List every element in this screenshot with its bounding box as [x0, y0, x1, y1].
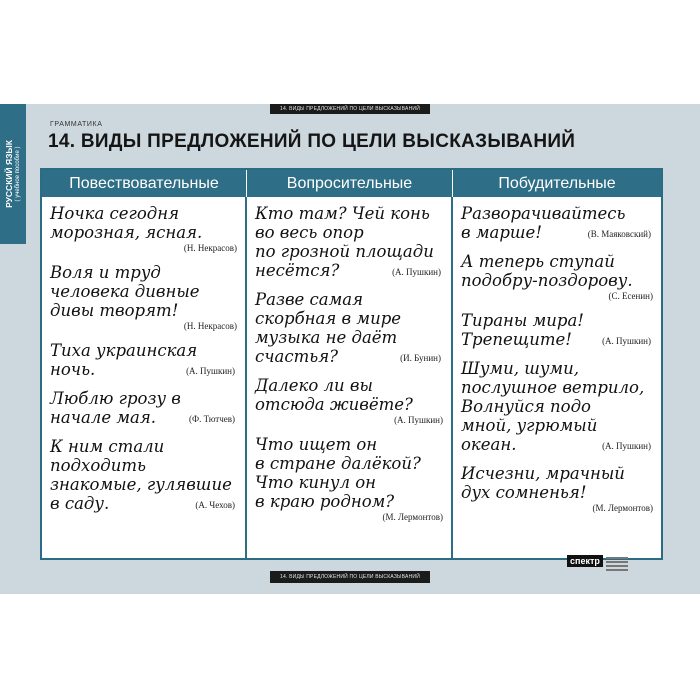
header-declarative: Повествовательные	[42, 170, 247, 197]
quote-author: (И. Бунин)	[400, 353, 441, 363]
quote-text: Что ищет он в стране далёкой? Что кинул он в краю родном?	[255, 435, 421, 511]
quote-text: К ним стали подходить знакомые, гулявшие в саду.	[50, 437, 232, 513]
section-label: ГРАММАТИКА	[50, 121, 103, 128]
quote-text: Тиха украинская ночь.	[50, 341, 198, 379]
quote-text: Далеко ли вы отсюда живёте?	[255, 376, 413, 414]
bottom-strip: 14. ВИДЫ ПРЕДЛОЖЕНИЙ ПО ЦЕЛИ ВЫСКАЗЫВАНИЙ	[270, 571, 430, 583]
side-tab	[0, 104, 26, 244]
quote-text: Ночка сегодня морозная, ясная.	[50, 204, 203, 242]
column-imperative	[453, 197, 661, 558]
quote-author: (М. Лермонтов)	[382, 512, 443, 522]
quote-item	[461, 359, 655, 454]
quote-text: Шуми, шуми, послушное ветрило, Волнуйся подо мной, угрюмый океан.	[461, 359, 645, 454]
quote-text: Воля и труд человека дивные дивы творят!	[50, 263, 200, 320]
sentence-types-table	[40, 168, 663, 560]
quote-item	[50, 389, 239, 427]
publisher-fine-print	[606, 557, 628, 571]
quote-item	[50, 341, 239, 379]
quote-item	[50, 437, 239, 513]
quote-text: Тираны мира! Трепещите!	[461, 311, 584, 349]
quote-item	[255, 204, 445, 280]
quote-text: Разворачивайтесь в марше!	[461, 204, 626, 242]
top-strip: 14. ВИДЫ ПРЕДЛОЖЕНИЙ ПО ЦЕЛИ ВЫСКАЗЫВАНИЙ	[270, 104, 430, 114]
quote-item	[461, 252, 655, 301]
side-tab-subtitle: ( учебное пособие )	[15, 146, 21, 202]
quote-author: (А. Чехов)	[195, 500, 235, 510]
quote-item	[461, 204, 655, 242]
quote-item	[255, 435, 445, 522]
quote-text: А теперь ступай подобру-поздорову.	[461, 252, 633, 290]
quote-text: Кто там? Чей конь во весь опор по грозной площади несётся?	[255, 204, 434, 280]
quote-item	[461, 311, 655, 349]
header-interrogative: Вопросительные	[247, 170, 453, 197]
column-declarative	[42, 197, 247, 558]
page-title: 14. ВИДЫ ПРЕДЛОЖЕНИЙ ПО ЦЕЛИ ВЫСКАЗЫВАНИЙ	[48, 131, 576, 152]
quote-author: (Н. Некрасов)	[183, 243, 237, 253]
quote-author: (М. Лермонтов)	[592, 503, 653, 513]
quote-author: (Ф. Тютчев)	[189, 414, 235, 424]
quote-item	[461, 464, 655, 513]
quote-author: (А. Пушкин)	[186, 366, 235, 376]
quote-author: (В. Маяковский)	[587, 229, 651, 239]
quote-author: (С. Есенин)	[608, 291, 653, 301]
publisher-logo: спектр	[567, 555, 603, 567]
quote-author: (А. Пушкин)	[602, 441, 651, 451]
table-header-row	[42, 170, 661, 197]
quote-text: Исчезни, мрачный дух сомненья!	[461, 464, 625, 502]
quote-author: (А. Пушкин)	[394, 415, 443, 425]
publisher-block	[567, 555, 675, 583]
quote-author: (А. Пушкин)	[602, 336, 651, 346]
quote-author: (А. Пушкин)	[392, 267, 441, 277]
quote-text: Люблю грозу в начале мая.	[50, 389, 181, 427]
quote-item	[50, 204, 239, 253]
quote-item	[50, 263, 239, 331]
column-interrogative	[247, 197, 453, 558]
quote-item	[255, 290, 445, 366]
quote-item	[255, 376, 445, 425]
header-imperative: Побудительные	[453, 170, 661, 197]
side-tab-title: РУССКИЙ ЯЗЫК	[4, 140, 14, 208]
quote-text: Разве самая скорбная в мире музыка не даёт счастья?	[255, 290, 402, 366]
quote-author: (Н. Некрасов)	[183, 321, 237, 331]
